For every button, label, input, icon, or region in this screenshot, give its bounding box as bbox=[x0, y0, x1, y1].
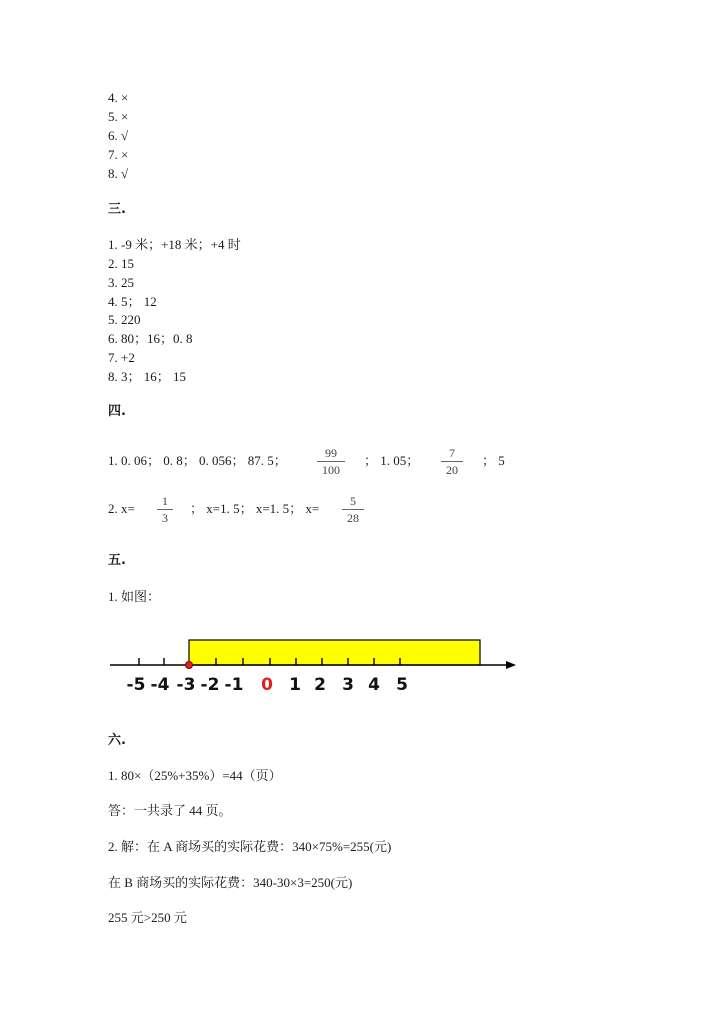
answer-line: 8. 3； 16； 15 bbox=[108, 369, 187, 384]
tick-label: 5 bbox=[396, 675, 408, 695]
tick-label-zero: 0 bbox=[261, 675, 273, 695]
answer-line: 3. 25 bbox=[108, 275, 134, 290]
q2-prefix: 2. x= bbox=[108, 501, 135, 516]
fraction-denominator: 20 bbox=[446, 463, 458, 477]
fraction-1-3 bbox=[157, 495, 173, 524]
fraction-numerator: 5 bbox=[350, 494, 356, 508]
answer-line: 2. 15 bbox=[108, 256, 134, 271]
fraction-99-100 bbox=[317, 447, 345, 476]
answer-line: 5. × bbox=[108, 109, 129, 124]
fraction-numerator: 99 bbox=[325, 446, 337, 460]
answer-line: 4. 5； 12 bbox=[108, 294, 157, 309]
answer-line: 7. × bbox=[108, 147, 129, 162]
answer-line: 6. √ bbox=[108, 128, 129, 143]
answer-line: 2. 解：在 A 商场买的实际花费：340×75%=255(元) bbox=[108, 839, 392, 854]
fraction-denominator: 3 bbox=[162, 511, 168, 525]
tick-label: -3 bbox=[176, 675, 196, 695]
q2-middle: ； x=1. 5； x=1. 5； x= bbox=[190, 501, 320, 516]
fraction-numerator: 1 bbox=[162, 494, 168, 508]
fraction-denominator: 28 bbox=[347, 511, 359, 525]
fraction-5-28 bbox=[342, 495, 364, 524]
fraction-7-20 bbox=[441, 447, 463, 476]
q1-prefix: 1. 0. 06； 0. 8； 0. 056； 87. 5； bbox=[108, 453, 287, 468]
answer-line: 1. 80×（25%+35%）=44（页） bbox=[108, 768, 282, 783]
q1-middle: ； 1. 05； bbox=[364, 453, 420, 468]
highlight-region bbox=[189, 640, 480, 665]
number-line-figure bbox=[108, 632, 528, 696]
answer-line: 5. 220 bbox=[108, 312, 141, 327]
answer-line: 在 B 商场买的实际花费：340-30×3=250(元) bbox=[108, 875, 353, 890]
start-point-dot bbox=[186, 662, 193, 669]
section-heading-3: 三. bbox=[108, 202, 126, 217]
tick-label: 4 bbox=[368, 675, 380, 695]
section-heading-5: 五. bbox=[108, 553, 126, 568]
tick-label: -4 bbox=[150, 675, 170, 695]
q1-suffix: ； 5 bbox=[482, 453, 505, 468]
tick-label: 2 bbox=[314, 675, 326, 695]
answer-line: 6. 80；16；0. 8 bbox=[108, 331, 193, 346]
answer-line: 4. × bbox=[108, 90, 129, 105]
answer-line: 255 元>250 元 bbox=[108, 910, 187, 925]
answer-line: 7. +2 bbox=[108, 350, 135, 365]
answer-line: 答：一共录了 44 页。 bbox=[108, 803, 232, 818]
answer-line: 1. 如图： bbox=[108, 589, 161, 604]
fraction-numerator: 7 bbox=[449, 446, 455, 460]
tick-label: 1 bbox=[289, 675, 301, 695]
answer-line: 8. √ bbox=[108, 166, 129, 181]
answer-line: 1. -9 米；+18 米；+4 时 bbox=[108, 237, 241, 252]
section-heading-6: 六. bbox=[108, 733, 126, 748]
fraction-denominator: 100 bbox=[322, 463, 340, 477]
tick-label: -5 bbox=[126, 675, 146, 695]
tick-label: -2 bbox=[200, 675, 220, 695]
tick-label: 3 bbox=[342, 675, 354, 695]
section-heading-4: 四. bbox=[108, 404, 126, 419]
tick-label: -1 bbox=[224, 675, 244, 695]
arrow-head-icon bbox=[506, 661, 516, 669]
